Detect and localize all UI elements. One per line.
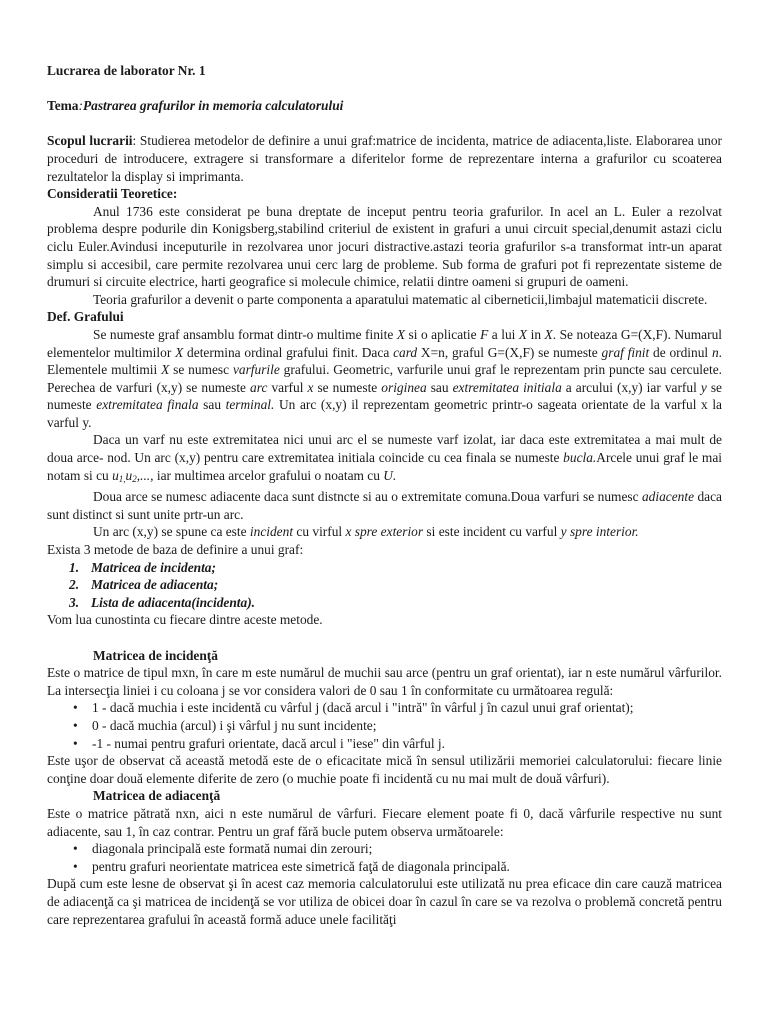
incidenta-heading: Matricea de incidenţă — [93, 647, 218, 663]
list-item — [47, 735, 722, 753]
list-text: 0 - dacă muchia (arcul) i şi vârful j nu sunt incidente; — [92, 717, 377, 733]
term-bucla: bucla. — [563, 450, 597, 466]
text-run: Doua arce se numesc adiacente daca sunt distncte si au o extremitate comuna.Doua varfuri se numesc — [93, 489, 642, 505]
list-text: Lista de adiacenta(incidenta). — [91, 594, 256, 610]
text-run: a lui — [488, 326, 519, 342]
list-text: -1 - numai pentru grafuri orientate, dacă arcul i "iese" din vârful j. — [92, 735, 445, 751]
text-run: sau — [198, 397, 226, 413]
consideratii-heading: Consideratii Teoretice: — [47, 186, 178, 202]
term-extremitatea-finala: extremitatea finala — [96, 397, 199, 413]
bullet-icon: • — [73, 717, 78, 733]
term-arc: arc — [250, 379, 268, 395]
list-number: 1. — [69, 559, 80, 575]
term-graf-finit: graf finit — [601, 344, 650, 360]
math-term: X — [396, 326, 405, 342]
text-run: Un arc (x,y) il reprezentam geometric printr-o sageata orientate de la varful x la varful y. — [47, 397, 723, 430]
math-term: U. — [383, 467, 397, 483]
text-run: daca sunt distinct si sunt unite prtr-un arc. — [47, 489, 723, 522]
text-run: se numesc — [169, 362, 233, 378]
consideratii-paragraph-1: Anul 1736 este considerat pe buna dreptate de inceput pentru teoria grafurilor. In acel an L. Euler a rezolvat problema despre podurile din Konigsberg,stabilind criteriul de existent in grafuri a unui circuit special,denumit astazi ciclu ciclu Euler.Avindusi inceputurile in rezolvarea unor jocuri distractive.astazi teoria grafurilor s-a transformat intr-un aparat simplu si accesibil, care permite rezolvarea unui cerc larg de probleme. Sub forma de grafuri pot fi reprezentate sisteme de drumuri si circuite electrice, harti geografice si molecule chimice, relatii dintre oameni si grupuri de oameni. — [47, 203, 722, 290]
text-run: se numeste — [313, 379, 382, 395]
math-term: X — [175, 344, 184, 360]
list-item — [47, 858, 722, 876]
math-term: x — [307, 379, 314, 395]
exista-line: Exista 3 metode de baza de definire a unui graf: — [47, 542, 304, 558]
text-run: cu virful — [293, 524, 346, 540]
text-run: iar multimea arcelor grafului o noatam cu — [153, 467, 384, 483]
math-term: X — [518, 326, 528, 342]
term-adiacente: adiacente — [641, 489, 695, 505]
bullet-icon: • — [73, 700, 78, 716]
tema-text: Pastrarea grafurilor in memoria calculatorului — [82, 98, 344, 114]
tema-colon: : — [78, 98, 83, 114]
math-ellipsis: ,..., — [136, 467, 154, 483]
text-run: X=n, graful G=(X,F) se numeste — [417, 344, 602, 360]
scop-paragraph — [47, 132, 722, 185]
list-text: pentru grafuri neorientate matricea este simetrică faţă de diagonala principală. — [92, 858, 510, 874]
text-run: Un arc (x,y) se spune ca este — [93, 524, 250, 540]
adiacenta-outro: După cum este lesne de observat şi în acest caz memoria calculatorului este utilizată nu prea eficace din care cauză matricea de adiacenţă ca şi matricea de incidenţă se vor utiliza de obicei doar în cazul în care se va rezolva o problemă concretă pentru care reprezentarea grafului în această formă aduce unele facilităţi — [47, 876, 722, 927]
incidenta-bullets — [47, 699, 722, 752]
adiacenta-bullets — [47, 840, 722, 875]
scop-label: Scopul lucrarii — [47, 133, 133, 149]
text-run: in — [527, 326, 545, 342]
list-item — [47, 840, 722, 858]
def-paragraph-2 — [47, 431, 722, 488]
def-paragraph-3 — [47, 488, 722, 523]
list-item — [47, 559, 722, 577]
incidenta-outro: Este uşor de observat că această metodă este de o eficacitate mică în sensul utilizării memoriei calculatorului: fiecare linie conţine doar două elemente diferite de zero (o muchie poate fi incidentă cu nu mai mult de două vârfuri). — [47, 753, 722, 786]
consideratii-paragraph-2: Teoria grafurilor a devenit o parte componenta a aparatului matematic al ciberneticii,limbajul matematicii discrete. — [93, 291, 708, 307]
def-paragraph-4 — [47, 523, 722, 541]
incidenta-intro: Este o matrice de tipul mxn, în care m este numărul de muchii sau arce (pentru un graf orientat), iar n este numărul vârfurilor. La intersecţia liniei i cu coloana j se vor considera valori de 0 sau 1 în conformitate cu următoarea regulă: — [47, 665, 722, 698]
tema-label: Tema — [47, 98, 79, 114]
text-run: varful — [267, 379, 308, 395]
list-text: Matricea de incidenta; — [91, 559, 216, 575]
text-run: se numeste — [47, 379, 723, 413]
term-spre-exterior: x spre exterior — [345, 524, 424, 540]
list-text: Matricea de adiacenta; — [91, 577, 219, 593]
text-run: Se numeste graf ansamblu format dintr-o multime finite — [93, 326, 397, 342]
term-spre-interior: y spre interior. — [560, 524, 639, 540]
math-term: u — [112, 467, 119, 483]
list-item — [47, 576, 722, 594]
adiacenta-intro: Este o matrice pătrată nxn, aici n este numărul de vârfuri. Fiecare element poate fi 0, dacă vârfurile respective nu sunt adiacente, sau 1, în caz contrar. Pentru un graf fără bucle putem observa următoarele: — [47, 805, 722, 839]
term-terminal: terminal. — [225, 397, 275, 413]
def-paragraph-1 — [47, 326, 722, 432]
term-incident: incident — [249, 524, 294, 540]
math-term: X — [161, 362, 170, 378]
text-run: de ordinul — [649, 344, 712, 360]
text-run: determina ordinal grafului finit. Daca — [183, 344, 394, 360]
bullet-icon: • — [73, 858, 78, 874]
text-run: . Elementele multimii — [47, 344, 723, 378]
math-term: X — [544, 326, 553, 342]
term-originea: originea — [381, 379, 427, 395]
text-run: si o aplicatie — [405, 326, 481, 342]
math-subscript: 1, — [118, 473, 126, 484]
def-heading: Def. Grafului — [47, 309, 124, 325]
text-run: a arcului (x,y) iar varful — [561, 379, 701, 395]
term-varfurile: varfurile — [232, 362, 280, 378]
list-item — [47, 717, 722, 735]
math-term: n — [711, 344, 719, 360]
tema-line — [47, 97, 722, 115]
document-title: Lucrarea de laborator Nr. 1 — [47, 63, 206, 78]
text-run: Daca un varf nu este extremitatea nici unui arc el se numeste varf izolat, iar daca este extremitatea a mai mult de doua arce- nod. Un arc (x,y) pentru care extremitatea initiala coincide cu cea finala se numeste — [47, 432, 722, 466]
math-term: u — [125, 467, 133, 483]
math-term: card — [393, 344, 418, 360]
document-page — [47, 0, 722, 928]
math-term: y — [700, 379, 707, 395]
text-run: . Se noteaza G=(X,F). Numarul elementelor multimilor — [47, 326, 722, 360]
math-subscript: 2 — [132, 473, 137, 484]
methods-list — [47, 559, 722, 612]
scop-text: : Studierea metodelor de definire a unui graf:matrice de incidenta, matrice de adiacenta,liste. Elaborarea unor proceduri de introducere, extragere si transformare a diferitelor forme de reprezentare interna a grafurilor cu scoaterea rezultatelor la display si imprimanta. — [47, 133, 722, 184]
list-text: diagonala principală este formată numai din zerouri; — [92, 841, 373, 857]
math-term: F — [480, 326, 489, 342]
bullet-icon: • — [73, 735, 78, 751]
list-number: 3. — [69, 594, 80, 610]
list-number: 2. — [69, 577, 80, 593]
list-item — [47, 699, 722, 717]
list-text: 1 - dacă muchia i este incidentă cu vârful j (dacă arcul i "intră" în vârful j în cazul unui graf orientat); — [92, 700, 634, 716]
text-run: grafului. Geometric, varfurile unui graf le reprezentam prin puncte sau cerculete. Perechea de varfuri (x,y) se numeste — [47, 362, 722, 395]
text-run: si este incident cu varful — [423, 524, 561, 540]
bullet-icon: • — [73, 841, 78, 857]
adiacenta-heading: Matricea de adiacenţă — [93, 788, 221, 804]
term-extremitatea-initiala: extremitatea initiala — [452, 379, 562, 395]
text-run: Arcele unui graf le mai notam si cu — [47, 450, 722, 483]
text-run: sau — [426, 379, 453, 395]
vom-line: Vom lua cunostinta cu fiecare dintre aceste metode. — [47, 612, 323, 628]
list-item — [47, 594, 722, 612]
